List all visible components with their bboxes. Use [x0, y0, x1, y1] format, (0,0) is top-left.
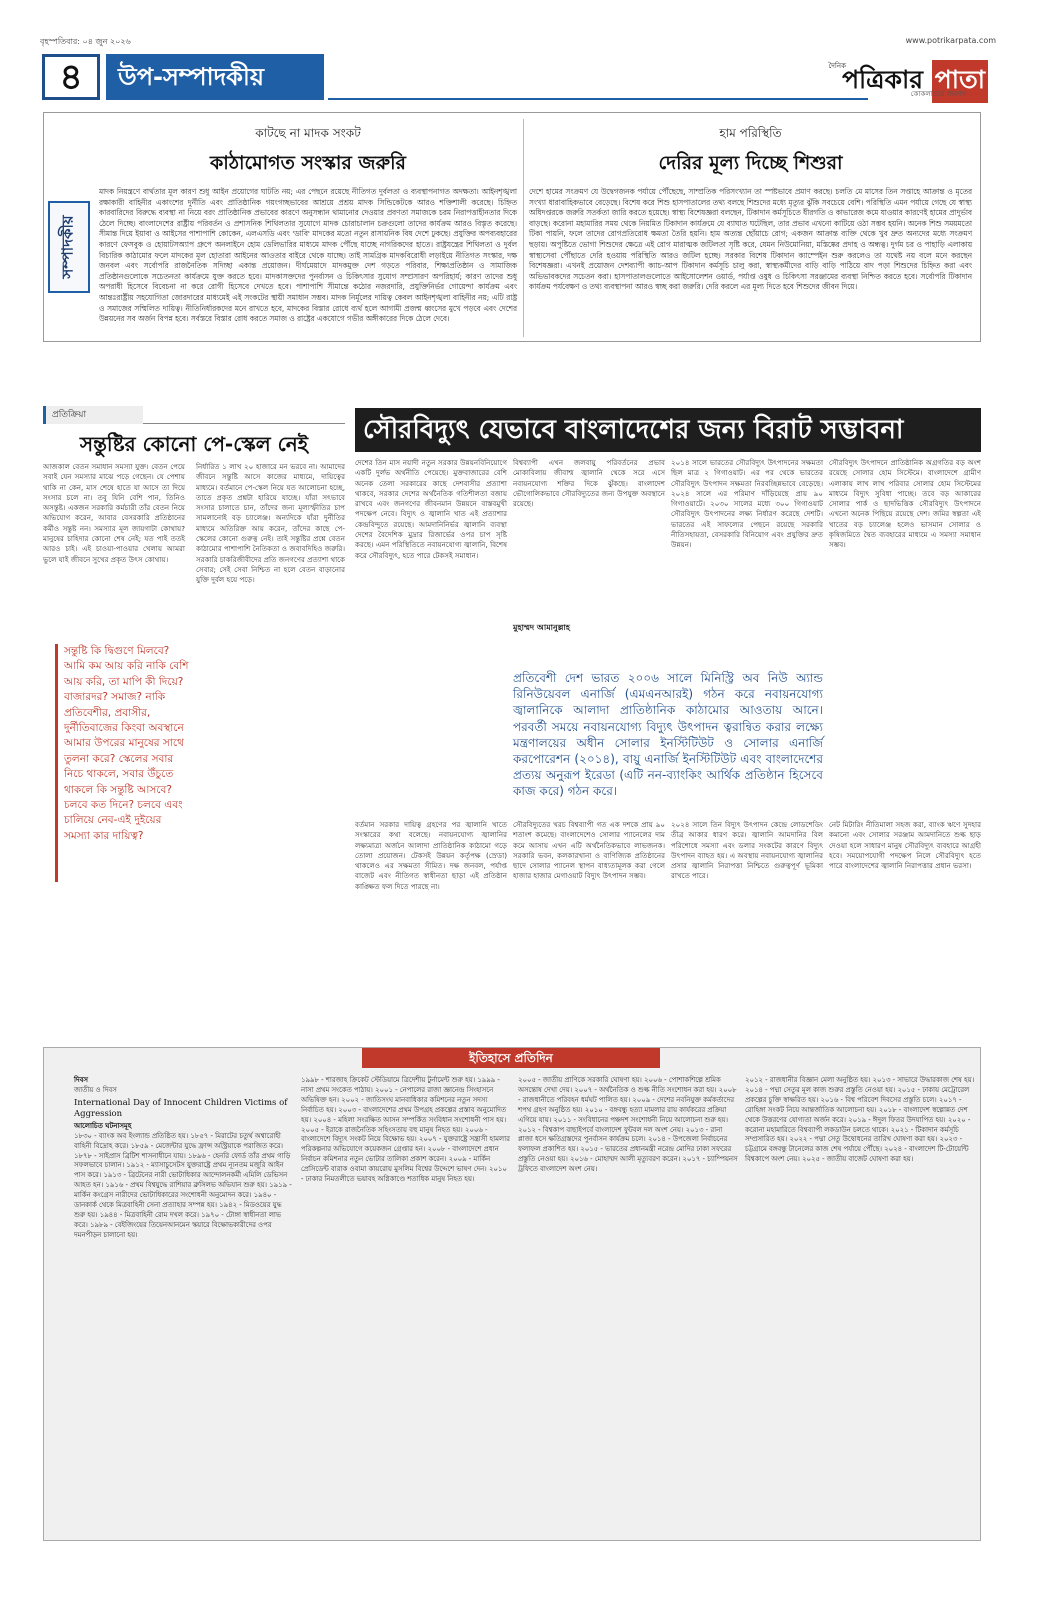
editorial-left-headline: কাঠামোগত সংস্কার জরুরি: [210, 152, 406, 174]
history-col-4: ২০১২ - রাজধানীর বিজ্ঞান মেলা অনুষ্ঠিত হয়। ২০১৩ - সাভারে উদ্ধারকাজ শেষ হয়। ২০১৪ - পদ্মা সেতুর মূল কাজ শুরুর প্রস্তুতি নেওয়া হয়। ২০১৫ - ঢাকায় মেট্রোরেল প্রকল্পের চুক্তি স্বাক্ষরিত হয়। ২০১৬ - বিশ্ব পরিবেশ দিবসের প্রস্তুতি চলে। ২০১৭ - রোহিঙ্গা সংকট নিয়ে আন্তর্জাতিক আলোচনা হয়। ২০১৮ - বাংলাদেশ স্বল্পোন্নত দেশ থেকে উত্তরণের যোগ্যতা অর্জন করে। ২০১৯ - ঈদুল ফিতর উদযাপিত হয়। ২০২০ - করোনা মহামারিতে বিশ্বব্যাপী লকডাউন চলতে থাকে। ২০২১ - টিকাদান কর্মসূচি সম্প্রসারিত হয়। ২০২২ - পদ্মা সেতু উদ্বোধনের তারিখ ঘোষণা করা হয়। ২০২৩ - চট্টগ্রামে বঙ্গবন্ধু টানেলের কাজ শেষ পর্যায়ে পৌঁছে। ২০২৪ - বাংলাদেশ টি-টোয়েন্টি বিশ্বকাপে অংশ নেয়। ২০২৫ - জাতীয় বাজেট ঘোষণা করা হয়।: [745, 1076, 975, 1164]
editorial-left-kicker: কাটছে না মাদক সংকট: [255, 126, 361, 140]
reaction-body: [43, 462, 345, 1036]
top-strip: [40, 36, 996, 48]
reaction-pullquote: সন্তুষ্টি কি দ্বিগুণে মিলবে? আমি কম আয় করি নাকি বেশি আয় করি, তা মাপি কী দিয়ে? বাজারদর? সমাজ? নাকি প্রতিবেশীর, প্রবাসীর, দুর্নীতিবাজের কিংবা অবস্থানে আমার উপরের মানুষের সাথে তুলনা করে? স্কেলের সবার নিচে থাকলে, সবার উঁচুতে থাকলে কি সন্তুষ্টি আসবে? চলবে কত দিনে? চলবে এবং চালিয়ে নেব-এই দুইয়ের সমস্যা কার দায়িত্ব?: [55, 644, 189, 882]
solar-col-2: বিশ্বব্যাপী এখন জলবায়ু পরিবর্তনের প্রভাব মোকাবিলায় জীবাশ্ম জ্বালানি থেকে সরে এসে নবায়নযোগ্য শক্তির দিকে ঝুঁকছে। বাংলাদেশ ভৌগোলিকভাবে সৌরবিদ্যুতের জন্য উপযুক্ত অবস্থানে রয়েছে।: [513, 458, 665, 509]
editorial-label-text: সম্পাদকীয়: [58, 215, 77, 279]
editorial-box: [43, 112, 981, 342]
solar-col-3: ২০১৪ সালে ভারতের সৌরবিদ্যুৎ উৎপাদনের সক্ষমতা ছিল মাত্র ২ গিগাওয়াট। এর পর থেকে ভারতের সৌরবিদ্যুৎ উৎপাদন সক্ষমতা নিরবচ্ছিন্নভাবে বেড়েছে। ২০২৪ সালে এর পরিমাণ দাঁড়িয়েছে প্রায় ৯০ গিগাওয়াটে। ২০৩০ সালের মধ্যে ৩০০ গিগাওয়াট সৌরবিদ্যুৎ উৎপাদনের লক্ষ্য নির্ধারণ করেছে দেশটি। ভারতের এই সাফল্যের পেছনে রয়েছে সরকারি নীতিসহায়তা, বেসরকারি বিনিয়োগ এবং প্রযুক্তির দ্রুত উন্নয়ন।: [671, 458, 823, 550]
issue-date: বৃহস্পতিবার: ০৪ জুন ২০২৬: [40, 37, 131, 46]
header-rule: [328, 98, 868, 100]
solar-lower-3: ২০২৪ সালে তিন বিদ্যুৎ উৎপাদন কেন্দ্রে লোডশেডিং তীব্র আকার ধারণ করে। জ্বালানি আমদানির বিল পরিশোধে সমস্যা এবং ডলার সংকটের কারণে বিদ্যুৎ উৎপাদন ব্যাহত হয়। এ অবস্থায় নবায়নযোগ্য জ্বালানির প্রসার জ্বালানি নিরাপত্তা নিশ্চিতে গুরুত্বপূর্ণ ভূমিকা রাখতে পারে।: [671, 820, 823, 881]
solar-col-1: দেশের তিন মাস নয়াদী নতুন সরকার উন্নয়নবিনিয়োগে একটি দুর্লভ অর্থনীতি পেয়েছে। মুক্তবাজারের বেশি অনেক তেলা সরকারের কাছে দেশবাসীর প্রত্যাশা থাকবে, সরকার দেশের অর্থনৈতিক গতিশীলতা বজায় রাখবে এবং জনগণের জীবনমান উন্নয়নে বাস্তবমুখী পদক্ষেপ নেবে। বিদ্যুৎ ও জ্বালানি খাত এই প্রত্যাশার কেন্দ্রবিন্দুতে রয়েছে। আমদানিনির্ভর জ্বালানি ব্যবস্থা দেশের বৈদেশিক মুদ্রার রিজার্ভের ওপর চাপ সৃষ্টি করছে। এমন পরিস্থিতিতে নবায়নযোগ্য জ্বালানি, বিশেষ করে সৌরবিদ্যুৎ, হতে পারে টেকসই সমাধান।: [355, 458, 507, 560]
newspaper-logo: [806, 54, 996, 100]
editorial-divider: [523, 119, 524, 337]
editorial-left: [99, 121, 517, 325]
page-number: ৪: [42, 54, 100, 100]
solar-pullquote: প্রতিবেশী দেশ ভারত ২০০৬ সালে মিনিস্ট্রি অব নিউ অ্যান্ড রিনিউয়েবল এনার্জি (এমএনআরই) গঠন করে নবায়নযোগ্য জ্বালানিকে আলাদা প্রাতিষ্ঠানিক কাঠামোর আওতায় আনে। পরবর্তী সময়ে নবায়নযোগ্য বিদ্যুৎ উৎপাদন ত্বরান্বিত করার লক্ষ্যে মন্ত্রণালয়ের অধীন সোলার ইনস্টিটিউট ও সোলার এনার্জি করপোরেশন (২০১৪), বায়ু এনার্জি ইনস্টিটিউট এবং বাংলাদেশের প্রত্যয় অনুরূপ ইরেডা (এটি নন-ব্যাংকিং আর্থিক প্রতিষ্ঠান হিসেবে কাজ করে) গঠন করে।: [513, 671, 823, 799]
solar-lower-1: বর্তমান সরকার দায়িত্ব গ্রহণের পর জ্বালানি খাতে সংস্কারের কথা বলেছে। নবায়নযোগ্য জ্বালানির লক্ষ্যমাত্রা অর্জনে আলাদা প্রাতিষ্ঠানিক কাঠামো গড়ে তোলা প্রয়োজন। টেকসই উন্নয়ন কর্তৃপক্ষ (স্রেডা) থাকলেও এর সক্ষমতা সীমিত। দক্ষ জনবল, পর্যাপ্ত বাজেট এবং নীতিগত স্বাধীনতা ছাড়া এই প্রতিষ্ঠান কাঙ্ক্ষিত ফল দিতে পারছে না।: [355, 820, 507, 891]
solar-byline: মুহাম্মদ আমানুল্লাহ: [513, 623, 570, 632]
site-url[interactable]: www.potrikarpata.com: [905, 36, 996, 45]
solar-col-4: সৌরবিদ্যুৎ উৎপাদনে প্রাতিষ্ঠানিক অগ্রগতির বড় অংশ রয়েছে সোলার হোম সিস্টেমে। বাংলাদেশে গ্রামীণ এলাকায় লাখ লাখ পরিবার সোলার হোম সিস্টেমের মাধ্যমে বিদ্যুৎ সুবিধা পাচ্ছে। তবে বড় আকারের সোলার পার্ক ও ছাদভিত্তিক সৌরবিদ্যুৎ উৎপাদনে এখনো অনেক পিছিয়ে রয়েছে দেশ। জমির স্বল্পতা এই খাতের বড় চ্যালেঞ্জ হলেও ভাসমান সোলার ও কৃষিজমিতে দ্বৈত ব্যবহারের মাধ্যমে এ সমস্যা সমাধান সম্ভব।: [829, 458, 981, 550]
history-col-1: [74, 1076, 294, 1241]
solar-article: [355, 400, 981, 1036]
history-col-2: ১৯৯৮ - শারজাহ ক্রিকেট স্টেডিয়ামে ত্রিদেশীয় টুর্নামেন্ট শুরু হয়। ১৯৯৯ - নাসা প্রথম সংকেত পাঠায়। ২০০১ - নেপালের রাজা জ্ঞানেন্দ্র সিংহাসনে অভিষিক্ত হন। ২০০২ - জাতিসংঘ মানবাধিকার কমিশনের নতুন সদস্য নির্বাচিত হয়। ২০০৩ - বাংলাদেশের প্রথম উপগ্রহ প্রকল্পের প্রস্তাব অনুমোদিত হয়। ২০০৪ - মহিলা সংরক্ষিত আসন সম্পর্কিত সংবিধান সংশোধনী পাস হয়। ২০০৫ - ইরাকে রাজনৈতিক সহিংসতায় বহু মানুষ নিহত হয়। ২০০৬ - বাংলাদেশে বিদ্যুৎ সংকট নিয়ে বিক্ষোভ হয়। ২০০৭ - যুক্তরাষ্ট্রে সন্ত্রাসী হামলার পরিকল্পনার অভিযোগে কয়েকজন গ্রেপ্তার হন। ২০০৮ - বাংলাদেশে প্রধান নির্বাচন কমিশনার নতুন ভোটার তালিকা প্রকাশ করেন। ২০০৯ - মার্কিন প্রেসিডেন্ট বারাক ওবামা কায়রোয় মুসলিম বিশ্বের উদ্দেশে ভাষণ দেন। ২০১০ - ঢাকার নিমতলীতে ভয়াবহ অগ্নিকাণ্ডে শতাধিক মানুষ নিহত হয়।: [301, 1076, 510, 1184]
section-title: উপ-সম্পাদকীয়: [106, 54, 324, 100]
editorial-right: [529, 121, 972, 293]
solar-lower-4: নেট মিটারিং নীতিমালা সহজ করা, ব্যাংক ঋণে সুদহার কমানো এবং সোলার সরঞ্জাম আমদানিতে শুল্ক ছাড় দেওয়া হলে সাধারণ মানুষ সৌরবিদ্যুৎ ব্যবহারে আগ্রহী হবে। সময়োপযোগী পদক্ষেপ নিলে সৌরবিদ্যুৎ হতে পারে বাংলাদেশের জ্বালানি নিরাপত্তার প্রধান ভরসা।: [829, 820, 981, 871]
history-col-1-text: ১৮৩০ - ব্যাংক অব ইংল্যান্ড প্রতিষ্ঠিত হয়। ১৮৫৭ - মিরাটের চতুর্থ অশ্বারোহী বাহিনী বিদ্রোহ করে। ১৮৫৯ - মেজেন্টার যুদ্ধে ফ্রান্স অস্ট্রিয়াকে পরাজিত করে। ১৮৭৮ - সাইপ্রাস ব্রিটিশ শাসনাধীনে যায়। ১৮৯৬ - হেনরি ফোর্ড তাঁর প্রথম গাড়ি সফলভাবে চালান। ১৯১২ - ম্যাসাচুসেটস যুক্তরাষ্ট্রে প্রথম ন্যূনতম মজুরি আইন পাস করে। ১৯১৩ - ব্রিটেনের নারী ভোটাধিকার আন্দোলনকর্মী এমিলি ডেভিসন আহত হন। ১৯১৬ - প্রথম বিশ্বযুদ্ধে রাশিয়ার ব্রুসিলভ অভিযান শুরু হয়। ১৯১৯ - মার্কিন কংগ্রেস নারীদের ভোটাধিকারের সংশোধনী অনুমোদন করে। ১৯৪০ - ডানকার্ক থেকে মিত্রবাহিনী সেনা প্রত্যাহার সম্পন্ন হয়। ১৯৪২ - মিডওয়ের যুদ্ধ শুরু হয়। ১৯৪৪ - মিত্রবাহিনী রোম দখল করে। ১৯৭০ - টোঙ্গা স্বাধীনতা লাভ করে। ১৯৮৯ - বেইজিংয়ের তিয়েনআনমেন স্কয়ারে বিক্ষোভকারীদের ওপর দমনপীড়ন চালানো হয়।: [74, 1131, 292, 1239]
reaction-headline: সন্তুষ্টির কোনো পে-স্কেল নেই: [79, 432, 309, 456]
editorial-vertical-label: [48, 201, 90, 293]
logo-tagline: কোকলাতরে জনগণ: [910, 90, 966, 98]
history-day-sub: জাতীয় ও দিবস: [74, 1085, 117, 1094]
logo-small-text: দৈনিক: [828, 62, 846, 70]
editorial-right-text: দেশে হামের সংক্রমণ যে উদ্বেগজনক পর্যায়ে পৌঁছেছে, সাম্প্রতিক পরিসংখ্যান তা স্পষ্টভাবে প্রমাণ করছে। চলতি মে মাসের তিন সপ্তাহে আক্রান্ত ও মৃতের সংখ্যা ধারাবাহিকভাবে বেড়েছে। বিশেষ করে শিশু হাসপাতালের তথ্য বলছে শিশুদের মধ্যে মৃত্যুর ঝুঁকি সবচেয়ে বেশি। পরিস্থিতি এমন পর্যায়ে গেছে যে স্বাস্থ্য অধিদপ্তরকে জরুরি সতর্কতা জারি করতে হয়েছে। স্বাস্থ্য বিশেষজ্ঞরা বলছেন, টিকাদান কর্মসূচিতে ধীরগতি ও কাভারেজ কমে যাওয়ার কারণেই হামের প্রাদুর্ভাব বাড়ছে। করোনা মহামারির সময় থেকে নিয়মিত টিকাদান কার্যক্রমে যে ব্যাঘাত ঘটেছিল, তার প্রভাব এখনো কাটিয়ে ওঠা সম্ভব হয়নি। অনেক শিশু সময়মতো টিকা পায়নি, ফলে তাদের রোগপ্রতিরোধ ক্ষমতা তৈরি হয়নি। হাম অত্যন্ত ছোঁয়াচে রোগ; একজন আক্রান্ত ব্যক্তি থেকে খুব দ্রুত অন্যদের মধ্যে সংক্রমণ ছড়ায়। অপুষ্টিতে ভোগা শিশুদের ক্ষেত্রে এই রোগ মারাত্মক জটিলতা সৃষ্টি করে, যেমন নিউমোনিয়া, মস্তিষ্কের প্রদাহ ও অন্ধত্ব। দুর্গম চর ও পাহাড়ি এলাকায় স্বাস্থ্যসেবা পৌঁছাতে দেরি হওয়ায় পরিস্থিতি আরও জটিল হচ্ছে। সরকার বিশেষ টিকাদান ক্যাম্পেইন শুরু করলেও তা যথেষ্ট নয় বলে মনে করছেন বিশেষজ্ঞরা। এখনই প্রয়োজন দেশব্যাপী ক্যাচ-আপ টিকাদান কর্মসূচি চালু করা, স্বাস্থ্যকর্মীদের বাড়ি বাড়ি পাঠিয়ে বাদ পড়া শিশুদের চিহ্নিত করা এবং অভিভাবকদের সচেতন করা। হাসপাতালগুলোতে আইসোলেশন ওয়ার্ড, পর্যাপ্ত ওষুধ ও চিকিৎসা সরঞ্জামের ব্যবস্থা নিশ্চিত করতে হবে। সর্বোপরি টিকাদান কার্যক্রম পর্যবেক্ষণ ও তথ্য ব্যবস্থাপনা আরও স্বচ্ছ করা জরুরি। দেরি করলে এর মূল্য দিতে হবে শিশুদের জীবন দিয়ে।: [529, 187, 972, 292]
logo-word: পত্রিকার: [842, 65, 924, 94]
history-title: ইতিহাসে প্রতিদিন: [362, 1048, 660, 1068]
solar-headline: সৌরবিদ্যুৎ যেভাবে বাংলাদেশের জন্য বিরাট সম্ভাবনা: [355, 408, 981, 452]
reaction-col-b: নির্ধারিত ১ লাখ ২০ হাজারে মন ভরবে না। আমাদের জীবনে সন্তুষ্টি আসে কাজের মাধ্যমে, দায়িত্বের মাধ্যমে। বর্তমানে পে-স্কেল নিয়ে যত আলোচনা হচ্ছে, তাতে প্রকৃত প্রশ্নটা হারিয়ে যাচ্ছে। যাঁরা সৎভাবে সংসার চালাতে চান, তাঁদের জন্য মূল্যস্ফীতির চাপ সামলানোই বড় চ্যালেঞ্জ। অন্যদিকে যাঁরা দুর্নীতির মাধ্যমে অতিরিক্ত আয় করেন, তাঁদের কাছে পে-স্কেলের কোনো গুরুত্ব নেই। তাই সন্তুষ্টির প্রশ্নে বেতন কাঠামোর পাশাপাশি নৈতিকতা ও জবাবদিহিও জরুরি। সরকারি চাকরিজীবীদের প্রতি জনগণের প্রত্যাশা থাকে সেবার; সেই সেবা নিশ্চিত না হলে বেতন বাড়ানোর যুক্তি দুর্বল হয়ে পড়ে।: [196, 462, 345, 585]
reaction-tab: প্রতিক্রিয়া: [43, 406, 143, 424]
reaction-article: [43, 406, 345, 1036]
page-header: [40, 50, 996, 102]
editorial-right-kicker: হাম পরিস্থিতি: [719, 126, 782, 140]
reaction-rule: [143, 423, 345, 424]
history-col-3: ২০০৫ - জাতীয় প্রাণিকে সরকারি ঘোষণা হয়। ২০০৬ - পোশাকশিল্পে শ্রমিক অসন্তোষ দেখা দেয়। ২০০৭ - অর্থনৈতিক ও শুল্ক নীতি সংশোধন করা হয়। ২০০৮ - রাজধানীতে পরিবহন ধর্মঘট পালিত হয়। ২০০৯ - দেশের নবনিযুক্ত কর্মকর্তাদের শপথ গ্রহণ অনুষ্ঠিত হয়। ২০১০ - বঙ্গবন্ধু হত্যা মামলার রায় কার্যকরের প্রক্রিয়া এগিয়ে যায়। ২০১১ - সংবিধানের পঞ্চদশ সংশোধনী নিয়ে আলোচনা শুরু হয়। ২০১২ - বিশ্বকাপ বাছাইপর্বে বাংলাদেশ ফুটবল দল অংশ নেয়। ২০১৩ - রানা প্লাজা ধসে ক্ষতিগ্রস্তদের পুনর্বাসন কার্যক্রম চলে। ২০১৪ - উপজেলা নির্বাচনের ফলাফল প্রকাশিত হয়। ২০১৫ - ভারতের প্রধানমন্ত্রী নরেন্দ্র মোদির ঢাকা সফরের প্রস্তুতি নেওয়া হয়। ২০১৬ - মোহাম্মদ আলী মৃত্যুবরণ করেন। ২০১৭ - চ্যাম্পিয়নস ট্রফিতে বাংলাদেশ অংশ নেয়।: [518, 1076, 738, 1174]
solar-lower-2: সৌরবিদ্যুতের খরচ বিশ্বব্যাপী গত এক দশকে প্রায় ৯০ শতাংশ কমেছে। বাংলাদেশেও সোলার প্যানেলের দাম কমে আসায় এখন এটি অর্থনৈতিকভাবে লাভজনক। সরকারি ভবন, কলকারখানা ও বাণিজ্যিক প্রতিষ্ঠানের ছাদে সোলার প্যানেল স্থাপন বাধ্যতামূলক করা গেলে হাজার হাজার মেগাওয়াট বিদ্যুৎ উৎপাদন সম্ভব।: [513, 820, 665, 881]
logo-box: পাতা: [932, 60, 988, 103]
editorial-left-text: মাদক নিয়ন্ত্রণে বার্থতার মূল কারণ শুধু আইন প্রয়োগের ঘাটতি নয়; এর পেছনে রয়েছে নীতিগত দুর্বলতা ও ব্যবস্থাপনাগত অদক্ষতা। আইনশৃঙ্খলা রক্ষাকারী বাহিনীর একাংশের দুর্নীতি এবং প্রাতিষ্ঠানিক গয়ংগচ্ছভাবের আশ্রয়ে প্রশ্রয় মাদক সিন্ডিকেটকে আরও শক্তিশালী করেছে। চিহ্নিত কারবারিদের বিরুদ্ধে ব্যবস্থা না নিয়ে বরং প্রাতিষ্ঠানিক প্রভাবের কারণে অনুসন্ধান থামানোর দেওয়ার প্রবণতা সমাজকে চরম নিরাপত্তাহীনতার দিকে ঠেলে দিচ্ছে। বাংলাদেশের রাষ্ট্রীয় পরিবর্তন ও প্রশাসনিক শিথিলতার সুযোগে মাদক চোরাচালান চক্রগুলো তাদের কার্যক্রম আরও বিস্তৃত করেছে। সীমান্ত দিয়ে ইয়াবা ও আইসের পাশাপাশি কোকেন, এলএসডি এবং 'ডাবি' মাদকের মতো নতুন রাসায়নিক বিষ দেশে ঢুকছে। প্রযুক্তির অপব্যবহারের কারণে ফেসবুক ও হোয়াটসঅ্যাপ গ্রুপে অনলাইনে হোম ডেলিভারির মাধ্যমে মাদক পৌঁছে যাচ্ছে নাগরিকদের হাতে। রাষ্ট্রযন্ত্রের শিথিলতা ও দুর্বল বিচারিক কাঠামোর ফলে মাদকের মূল হোতারা আইনের আওতার বাইরে থেকে যাচ্ছে। তাই সামগ্রিক মাদকবিরোধী লড়াইয়ে নীতিগত সংস্কার, দক্ষ জনবল এবং সর্বোপরি রাজনৈতিক সদিচ্ছা একান্ত প্রয়োজন। দীর্ঘমেয়াদে মাদকমুক্ত দেশ গড়তে পরিবার, শিক্ষাপ্রতিষ্ঠান ও সামাজিক প্রতিষ্ঠানগুলোকে সচেতনতা কার্যক্রমে যুক্ত করতে হবে। মাদকাসক্তদের পুনর্বাসন ও চিকিৎসার সুযোগ সম্প্রসারণ অপরিহার্য; কারণ তাদের শুধু অপরাধী হিসেবে বিবেচনা না করে রোগী হিসেবে দেখতে হবে। পাশাপাশি সীমান্তে কঠোর নজরদারি, প্রযুক্তিনির্ভর গোয়েন্দা কার্যক্রম এবং আন্তঃরাষ্ট্রীয় সহযোগিতা জোরদারের মাধ্যমেই এই সংকটের স্থায়ী সমাধান সম্ভব। মাদক নির্মূলের দায়িত্ব কেবল আইনশৃঙ্খলা বাহিনীর নয়; এটি রাষ্ট্র ও সমাজের সম্মিলিত দায়িত্ব। নীতিনির্ধারকদের মনে রাখতে হবে, মাদকের বিস্তার রোধে ব্যর্থ হলে আগামী প্রজন্ম ধ্বংসের মুখে পড়বে এবং দেশের উন্নয়নের সব অর্জন বিপন্ন হবে। সর্বস্তরে বিস্তার রোধ করতে সমাজ ও রাষ্ট্রের একযোগে গভীর অঙ্গীকারের দিকে ঠেলে দেবে।: [99, 187, 517, 324]
reaction-col-a: আজকাল বেতন সমাধান সমস্যা যুক্ত। বেতন পেয়ে সবাই যেন সমস্যার মাঝে পড়ে গেছেন। যে পেশায় থাকি না কেন, মাস শেষে হাতে যা আসে তা দিয়ে সংসার চলে না। তবু যিনি বেশি পান, তিনিও অসন্তুষ্ট। একজন সরকারি কর্মচারী তাঁর বেতন নিয়ে অভিযোগ করেন, আবার বেসরকারি প্রতিষ্ঠানের কর্মীও সন্তুষ্ট নন। সমস্যার মূল জায়গাটা কোথায়? মানুষের চাহিদার কোনো শেষ নেই; যত পাই ততই আরও চাই। এই চাওয়া-পাওয়ার খেলায় আমরা ভুলে যাই জীবনে সুখের প্রকৃত উৎস কোথায়।: [43, 462, 185, 564]
history-box: [43, 1047, 981, 1541]
editorial-right-headline: দেরির মূল্য দিচ্ছে শিশুরা: [658, 152, 843, 174]
history-intl-day: International Day of Innocent Children Victims of Aggression: [74, 1097, 288, 1119]
history-events-title: আলোচিত ঘটনাসমূহ: [74, 1121, 132, 1130]
history-day-title: দিবস: [74, 1076, 88, 1084]
